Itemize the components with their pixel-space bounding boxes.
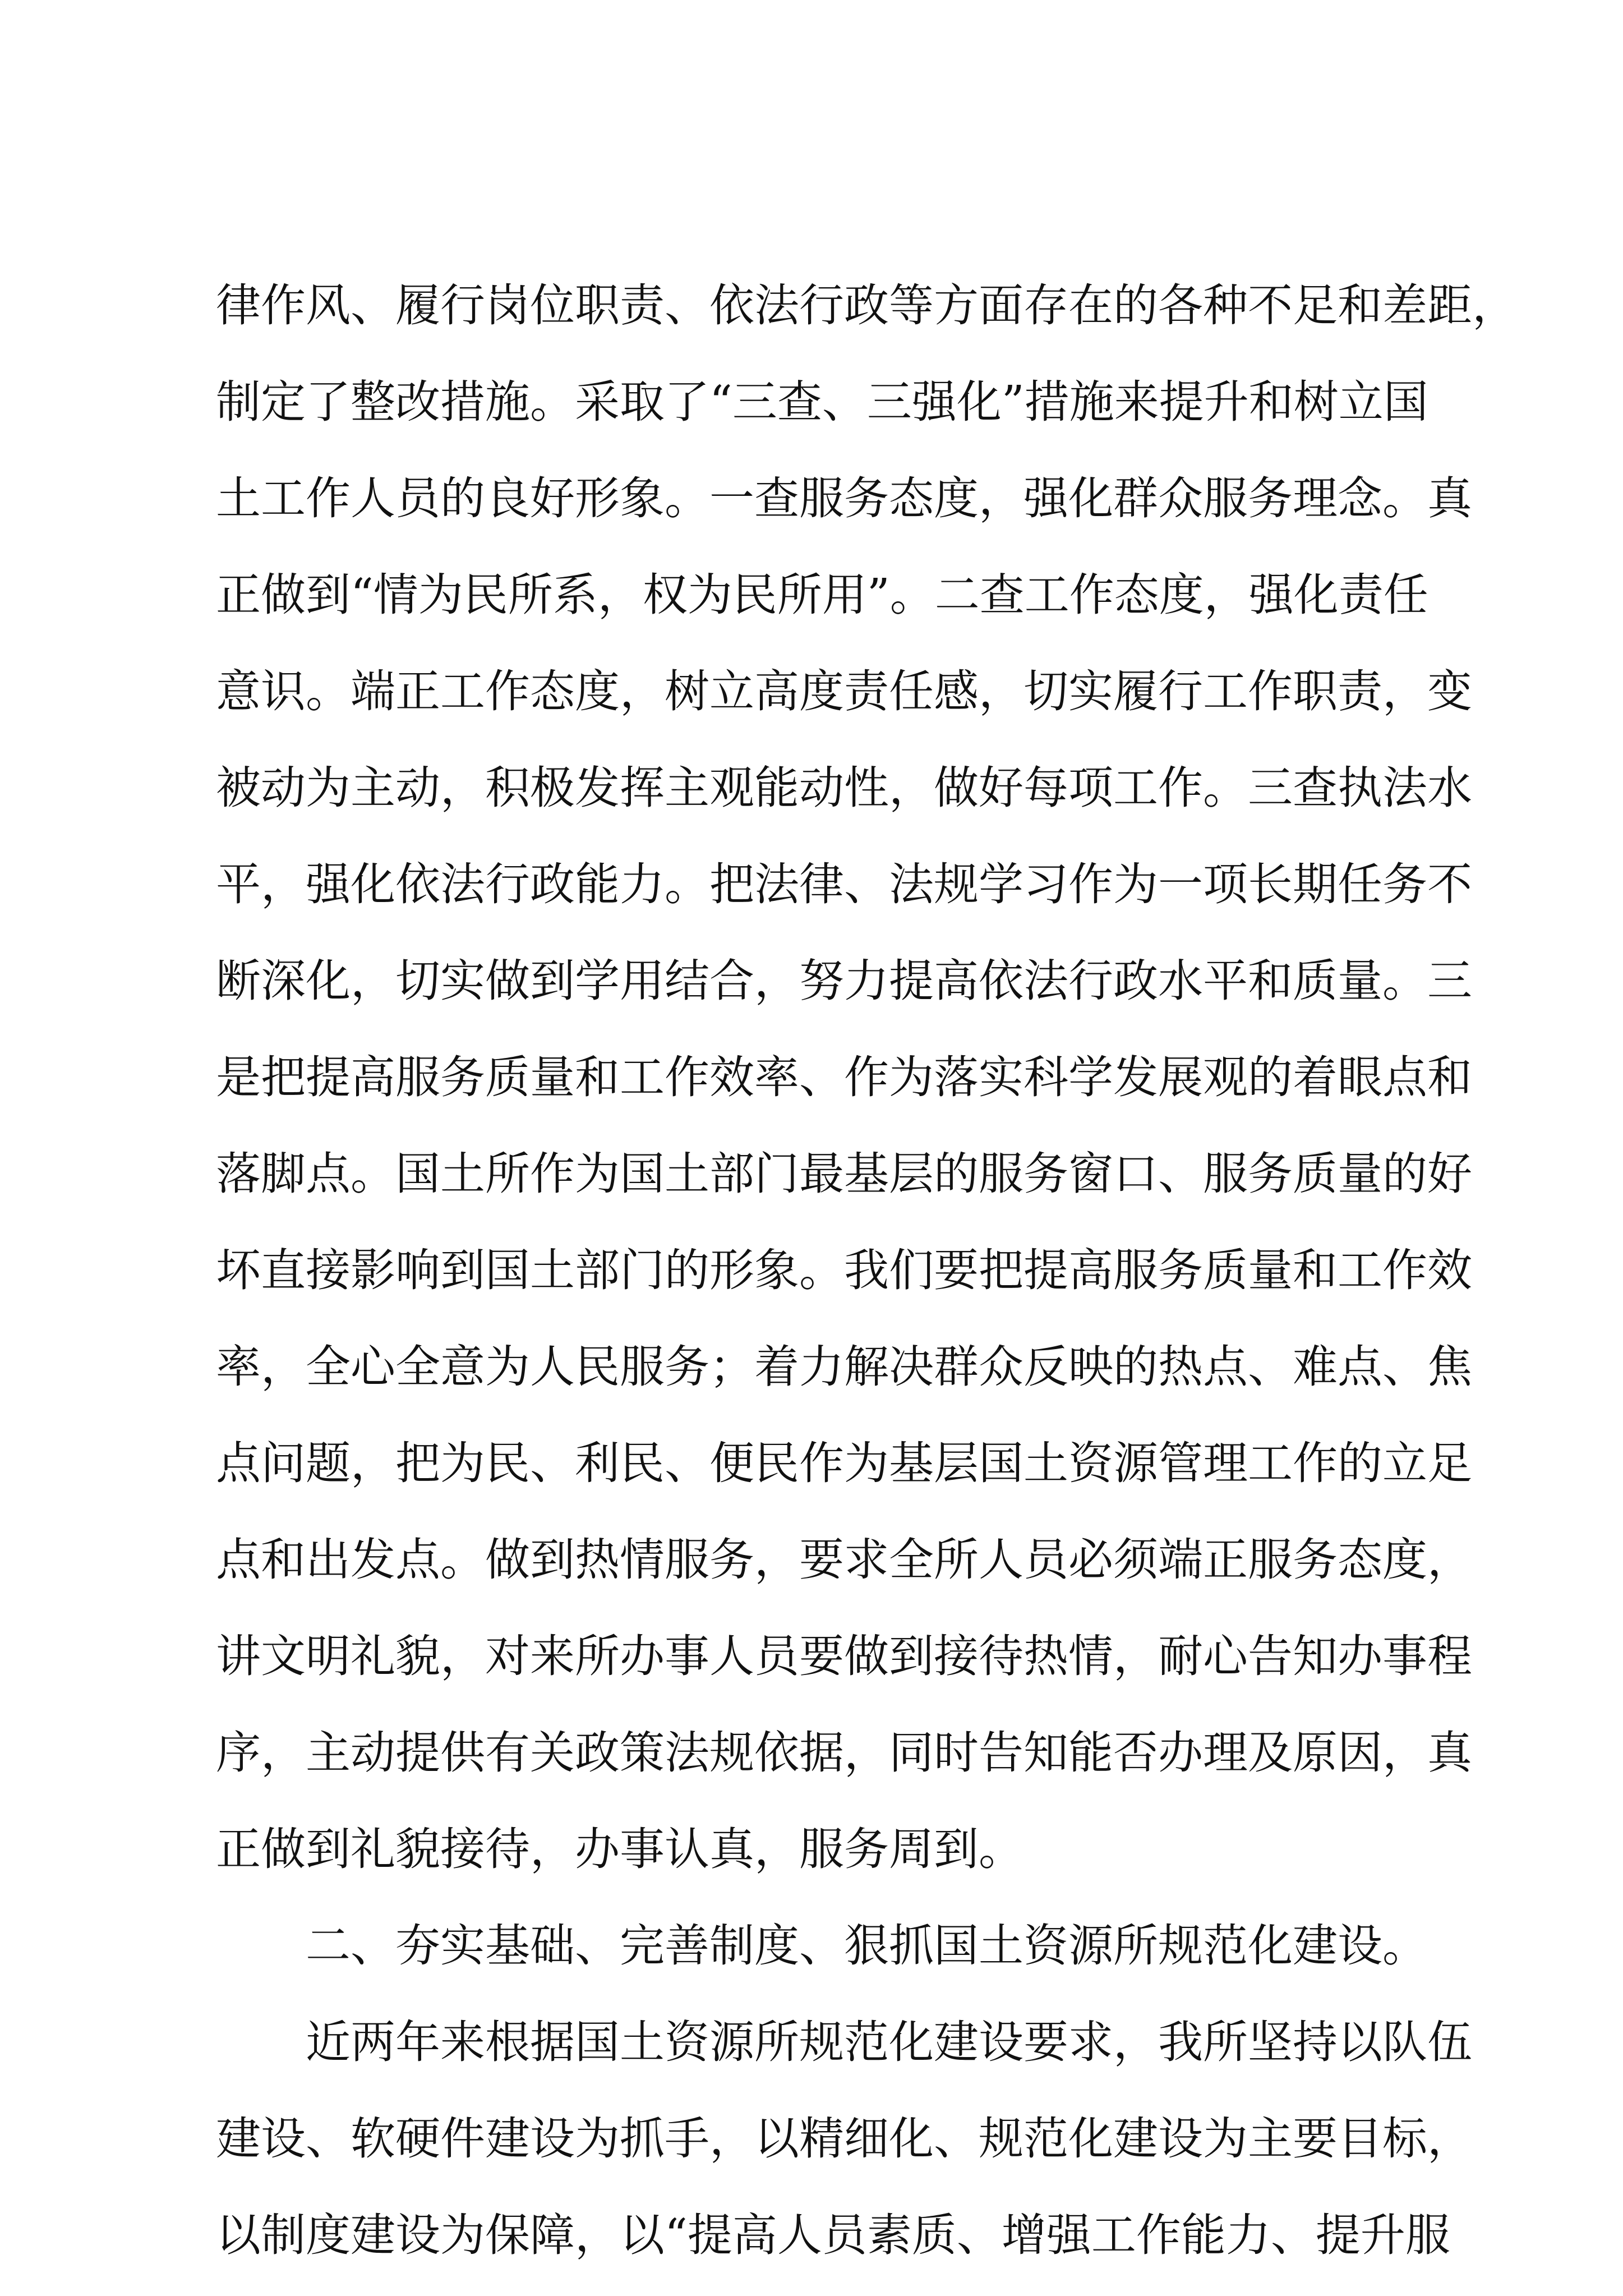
text-line (0, 953, 1623, 1009)
text-line (0, 2111, 1623, 2167)
text-line (0, 1725, 1623, 1781)
text-line (0, 1532, 1623, 1588)
line-text: 土工作人员的良好形象。一查服务态度，强化群众服务理念。真 (216, 472, 1472, 524)
line-text: 二、夯实基础、完善制度、狠抓国土资源所规范化建设。 (306, 1920, 1427, 1972)
text-line (0, 2207, 1623, 2263)
line-text: 讲文明礼貌，对来所办事人员要做到接待热情，耐心告知办事程 (216, 1630, 1472, 1682)
section-heading (0, 1918, 1623, 1974)
line-text: 意识。端正工作态度，树立高度责任感，切实履行工作职责，变 (216, 665, 1472, 717)
line-text: 落脚点。国土所作为国土部门最基层的服务窗口、服务质量的好 (216, 1148, 1472, 1200)
text-line (0, 1628, 1623, 1685)
text-line (0, 278, 1623, 334)
line-text: 是把提高服务质量和工作效率、作为落实科学发展观的着眼点和 (216, 1051, 1472, 1103)
text-line (0, 1243, 1623, 1299)
line-text: 平，强化依法行政能力。把法律、法规学习作为一项长期任务不 (216, 858, 1472, 910)
text-line (0, 1050, 1623, 1106)
line-text: 序，主动提供有关政策法规依据，同时告知能否办理及原因，真 (216, 1727, 1472, 1779)
line-text: 制定了整改措施。采取了“三查、三强化”措施来提升和树立国 (216, 376, 1428, 428)
line-text: 断深化，切实做到学用结合，努力提高依法行政水平和质量。三 (216, 955, 1472, 1007)
line-text: 建设、软硬件建设为抓手，以精细化、规范化建设为主要目标， (216, 2113, 1472, 2165)
text-line (0, 2014, 1623, 2070)
text-line (0, 760, 1623, 816)
text-line (0, 857, 1623, 913)
line-text: 律作风、履行岗位职责、依法行政等方面存在的各种不足和差距， (216, 279, 1517, 332)
text-line (0, 567, 1623, 623)
line-text: 以制度建设为保障，以“提高人员素质、增强工作能力、提升服 (216, 2209, 1450, 2261)
text-line (0, 664, 1623, 720)
text-line (0, 374, 1623, 430)
text-line (0, 1821, 1623, 1878)
text-line (0, 1146, 1623, 1202)
text-line (0, 1435, 1623, 1492)
text-line (0, 471, 1623, 527)
line-text: 点问题，把为民、利民、便民作为基层国土资源管理工作的立足 (216, 1437, 1472, 1489)
line-text: 正做到礼貌接待，办事认真，服务周到。 (216, 1823, 1023, 1875)
line-text: 被动为主动，积极发挥主观能动性，做好每项工作。三查执法水 (216, 762, 1472, 814)
line-text: 近两年来根据国土资源所规范化建设要求，我所坚持以队伍 (306, 2016, 1472, 2068)
line-text: 坏直接影响到国土部门的形象。我们要把提高服务质量和工作效 (216, 1244, 1472, 1296)
line-text: 率，全心全意为人民服务；着力解决群众反映的热点、难点、焦 (216, 1341, 1472, 1393)
text-line (0, 1339, 1623, 1395)
line-text: 点和出发点。做到热情服务，要求全所人员必须端正服务态度， (216, 1534, 1472, 1586)
line-text: 正做到“情为民所系，权为民所用”。二查工作态度，强化责任 (216, 569, 1428, 621)
